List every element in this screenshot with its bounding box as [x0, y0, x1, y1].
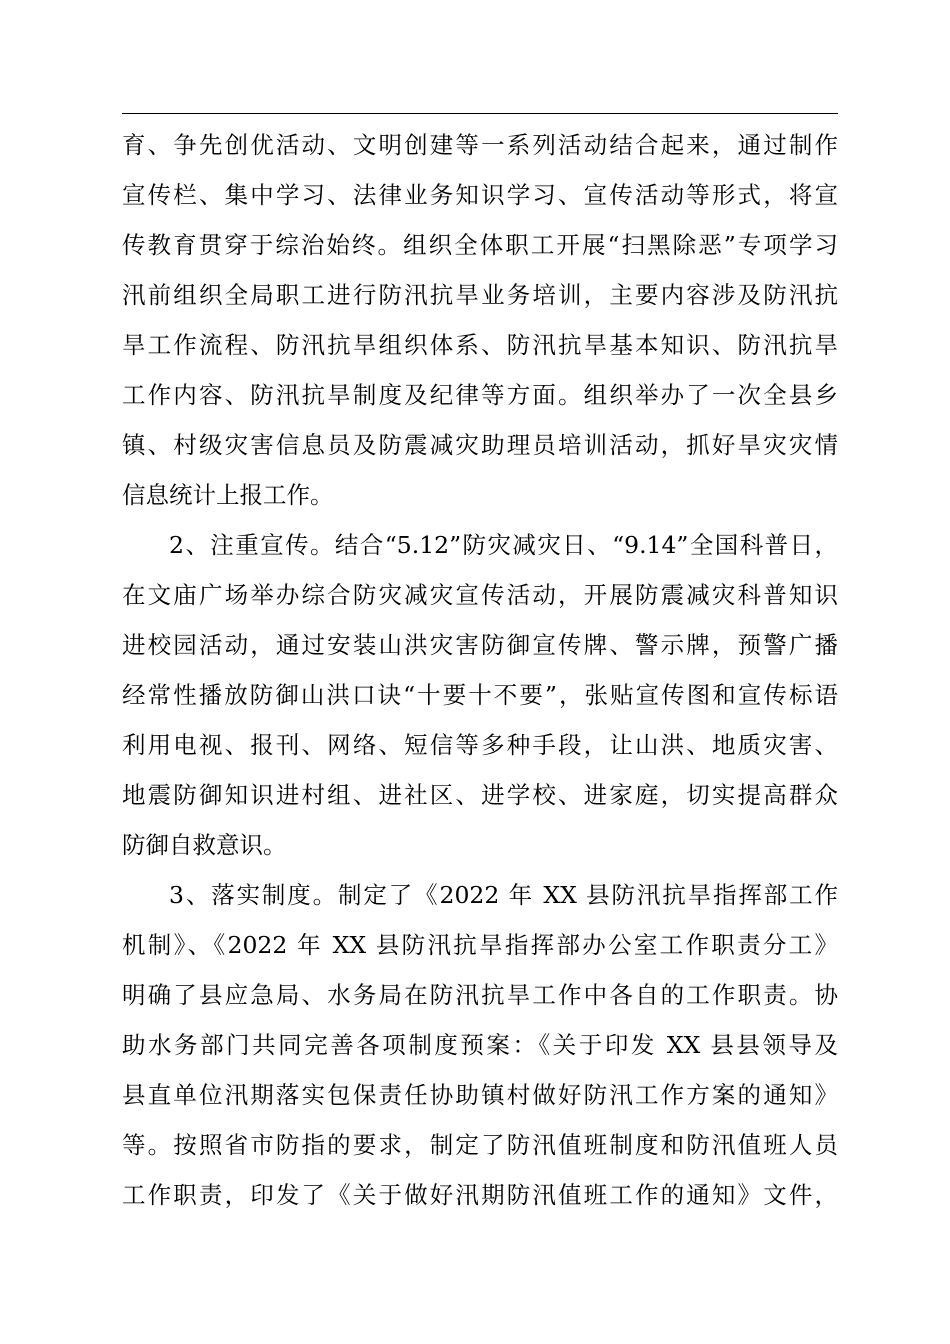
text-line: 镇、村级灾害信息员及防震减灾助理员培训活动，抓好旱灾灾情 [122, 431, 838, 459]
text-line: 传教育贯穿于综治始终。组织全体职工开展“扫黑除恶”专项学习 [122, 231, 838, 259]
text-line: 经常性播放防御山洪口诀“十要十不要”，张贴宣传图和宣传标语 [122, 681, 838, 709]
text-line: 育、争先创优活动、文明创建等一系列活动结合起来，通过制作 [122, 131, 838, 159]
paragraph-2 [122, 520, 838, 870]
text-line: 3、落实制度。制定了《2022 年 XX 县防汛抗旱指挥部工作 [169, 881, 838, 909]
text-line: 工作职责，印发了《关于做好汛期防汛值班工作的通知》文件， [122, 1181, 838, 1209]
text-line: 机制》、《2022 年 XX 县防汛抗旱指挥部办公室工作职责分工》 [122, 931, 838, 959]
paragraph-1 [122, 120, 838, 520]
text-line: 工作内容、防汛抗旱制度及纪律等方面。组织举办了一次全县乡 [122, 381, 838, 409]
text-line: 等。按照省市防指的要求，制定了防汛值班制度和防汛值班人员 [122, 1131, 838, 1159]
text-line: 在文庙广场举办综合防灾减灾宣传活动，开展防震减灾科普知识 [122, 581, 838, 609]
text-line: 信息统计上报工作。 [122, 481, 334, 509]
text-line: 明确了县应急局、水务局在防汛抗旱工作中各自的工作职责。协 [122, 981, 838, 1009]
document-body [122, 120, 838, 1220]
text-line: 宣传栏、集中学习、法律业务知识学习、宣传活动等形式，将宣 [122, 181, 838, 209]
text-line: 防御自救意识。 [122, 831, 287, 859]
text-line: 2、注重宣传。结合“5.12”防灾减灾日、“9.14”全国科普日， [169, 531, 838, 559]
paragraph-3 [122, 870, 838, 1220]
header-rule [122, 113, 838, 114]
text-line: 汛前组织全局职工进行防汛抗旱业务培训，主要内容涉及防汛抗 [122, 281, 838, 309]
text-line: 利用电视、报刊、网络、短信等多种手段，让山洪、地质灾害、 [122, 731, 838, 759]
text-line: 县直单位汛期落实包保责任协助镇村做好防汛工作方案的通知》 [122, 1081, 838, 1109]
text-line: 旱工作流程、防汛抗旱组织体系、防汛抗旱基本知识、防汛抗旱 [122, 331, 838, 359]
text-line: 地震防御知识进村组、进社区、进学校、进家庭，切实提高群众 [122, 781, 838, 809]
text-line: 进校园活动，通过安装山洪灾害防御宣传牌、警示牌，预警广播 [122, 631, 838, 659]
text-line: 助水务部门共同完善各项制度预案：《关于印发 XX 县县领导及 [122, 1031, 838, 1059]
